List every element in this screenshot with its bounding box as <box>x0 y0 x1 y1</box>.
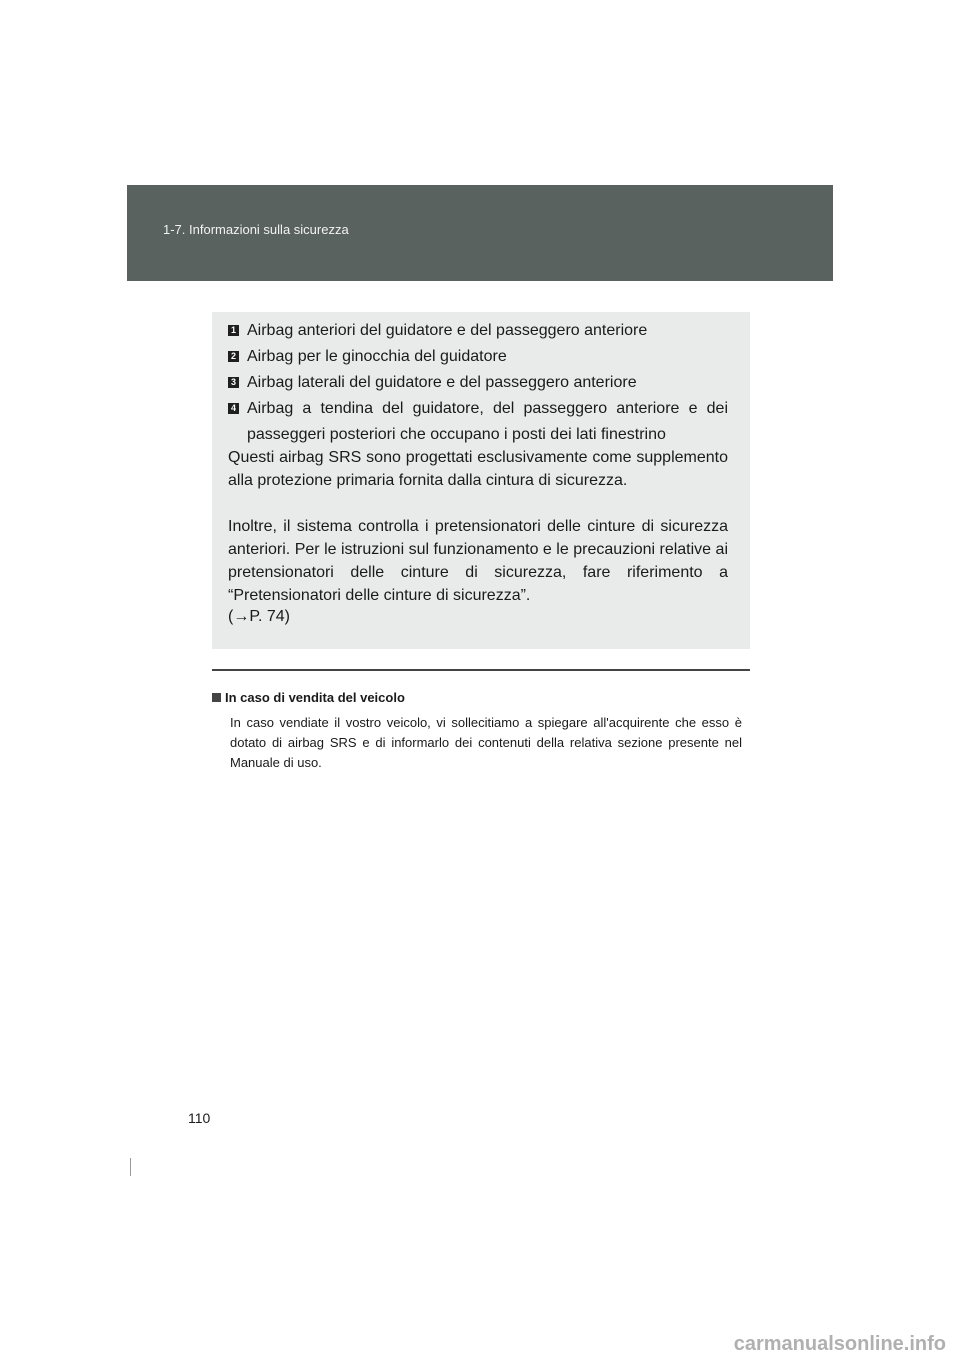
edge-mark <box>130 1158 131 1176</box>
note-heading <box>212 690 405 705</box>
paragraph-pretensioners: Inoltre, il sistema controlla i pretensionatori delle cinture di sicurezza anteriori. Per le istruzioni sul funzionamento e le precauzioni relative ai pretensionatori delle cinture di sicurezza, fare riferimento a “Pretensionatori delle cinture di sicurezza”. <box>228 518 728 604</box>
list-item-text-continued: passeggeri posteriori che occupano i posti dei lati finestrino <box>247 426 666 443</box>
list-item <box>228 396 728 448</box>
number-badge-1: 1 <box>228 325 239 336</box>
page-number: 110 <box>188 1110 211 1126</box>
list-item-text: Airbag laterali del guidatore e del passeggero anteriore <box>247 374 637 391</box>
number-badge-3: 3 <box>228 377 239 388</box>
paragraph-supplement: Questi airbag SRS sono progettati esclusivamente come supplemento alla protezione primaria fornita dalla cintura di sicurezza. <box>228 449 728 489</box>
number-badge-4: 4 <box>228 403 239 414</box>
section-title: 1-7. Informazioni sulla sicurezza <box>163 222 349 237</box>
note-title-text: In caso di vendita del veicolo <box>225 690 405 705</box>
number-badge-2: 2 <box>228 351 239 362</box>
list-item-text: Airbag a tendina del guidatore, del passeggero anteriore e dei <box>247 400 728 417</box>
list-item-text: Airbag per le ginocchia del guidatore <box>247 348 507 365</box>
list-item <box>228 370 728 396</box>
square-bullet-icon <box>212 693 221 702</box>
watermark: carmanualsonline.info <box>733 1333 946 1355</box>
note-body: In caso vendiate il vostro veicolo, vi sollecitiamo a spiegare all'acquirente che esso è dotato di airbag SRS e di informarlo dei contenuti della relativa sezione presente nel Manuale di uso. <box>230 715 742 770</box>
page-reference: (→P. 74) <box>228 608 290 625</box>
section-header <box>127 185 833 281</box>
list-item <box>228 344 728 370</box>
list-item-text: Airbag anteriori del guidatore e del passeggero anteriore <box>247 322 648 339</box>
airbag-info-box <box>212 312 750 649</box>
divider <box>212 669 750 671</box>
list-item <box>228 318 728 344</box>
